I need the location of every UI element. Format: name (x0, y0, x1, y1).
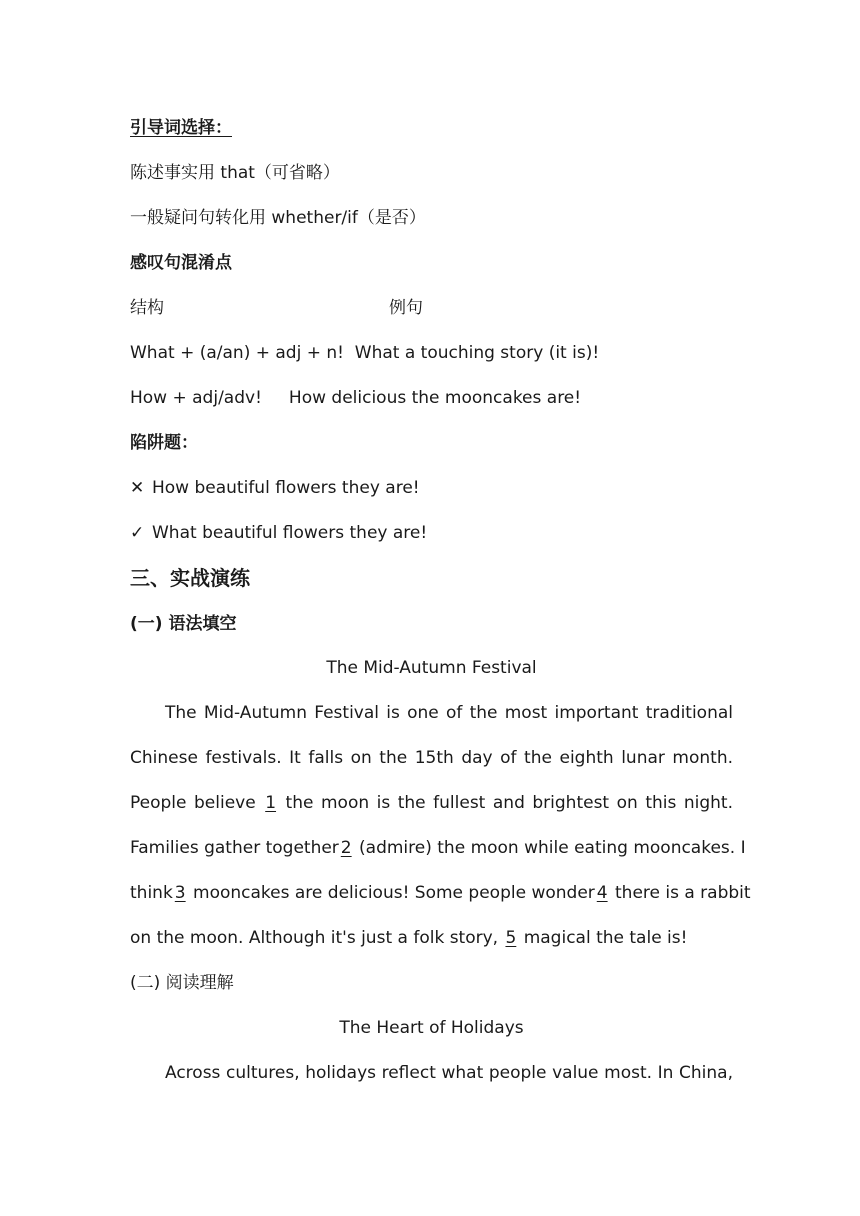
passage-one-title: The Mid-Autumn Festival (326, 658, 537, 678)
blank-4: 4 (596, 883, 608, 903)
blank-3: 3 (174, 883, 186, 903)
blank-5: 5 (505, 928, 517, 948)
check-icon: ✓ (130, 523, 145, 543)
passage-two-line-1: Across cultures, holidays reflect what people value most. In China, (165, 1063, 733, 1083)
right-example (130, 521, 427, 545)
trap-title: 陷阱题： (130, 433, 198, 453)
row-what-structure: What + (a/an) + adj + n! (130, 343, 344, 363)
row-how-structure: How + adj/adv! (130, 388, 262, 408)
wrong-example (130, 476, 420, 500)
guide-line-whether: 一般疑问句转化用 whether/if（是否） (130, 208, 426, 228)
row-how (130, 386, 581, 410)
right-sentence: What beautiful flowers they are! (152, 523, 428, 543)
passage-two-title: The Heart of Holidays (339, 1018, 524, 1038)
part-one-title: (一) 语法填空 (130, 614, 237, 634)
row-how-example: How delicious the mooncakes are! (288, 388, 582, 408)
cross-icon: ✕ (130, 478, 145, 498)
section-title: 三、实战演练 (130, 566, 250, 590)
header-example: 例句 (389, 298, 423, 318)
passage-one-line-4: Families gather together 2 (admire) the moon while eating mooncakes. I (130, 838, 746, 858)
passage-one-line-2: Chinese festivals. It falls on the 15th day of the eighth lunar month. (130, 748, 733, 768)
blank-2: 2 (340, 838, 352, 858)
header-structure: 结构 (130, 298, 164, 318)
passage-one-line-6: on the moon. Although it's just a folk story, 5 magical the tale is! (130, 928, 688, 948)
guide-line-that: 陈述事实用 that（可省略） (130, 163, 340, 183)
blank-1: 1 (265, 793, 277, 813)
passage-one-line-1: The Mid-Autumn Festival is one of the most important traditional (165, 703, 733, 723)
part-two-title: (二) 阅读理解 (130, 973, 234, 993)
row-what (130, 341, 599, 365)
guide-title: 引导词选择： (130, 118, 232, 138)
wrong-sentence: How beautiful flowers they are! (152, 478, 420, 498)
passage-one-line-5: think 3 mooncakes are delicious! Some people wonder 4 there is a rabbit (130, 883, 751, 903)
row-what-example: What a touching story (it is)! (354, 343, 600, 363)
passage-one-line-3: People believe 1 the moon is the fullest and brightest on this night. (130, 793, 733, 813)
exclamation-title: 感叹句混淆点 (130, 253, 232, 273)
